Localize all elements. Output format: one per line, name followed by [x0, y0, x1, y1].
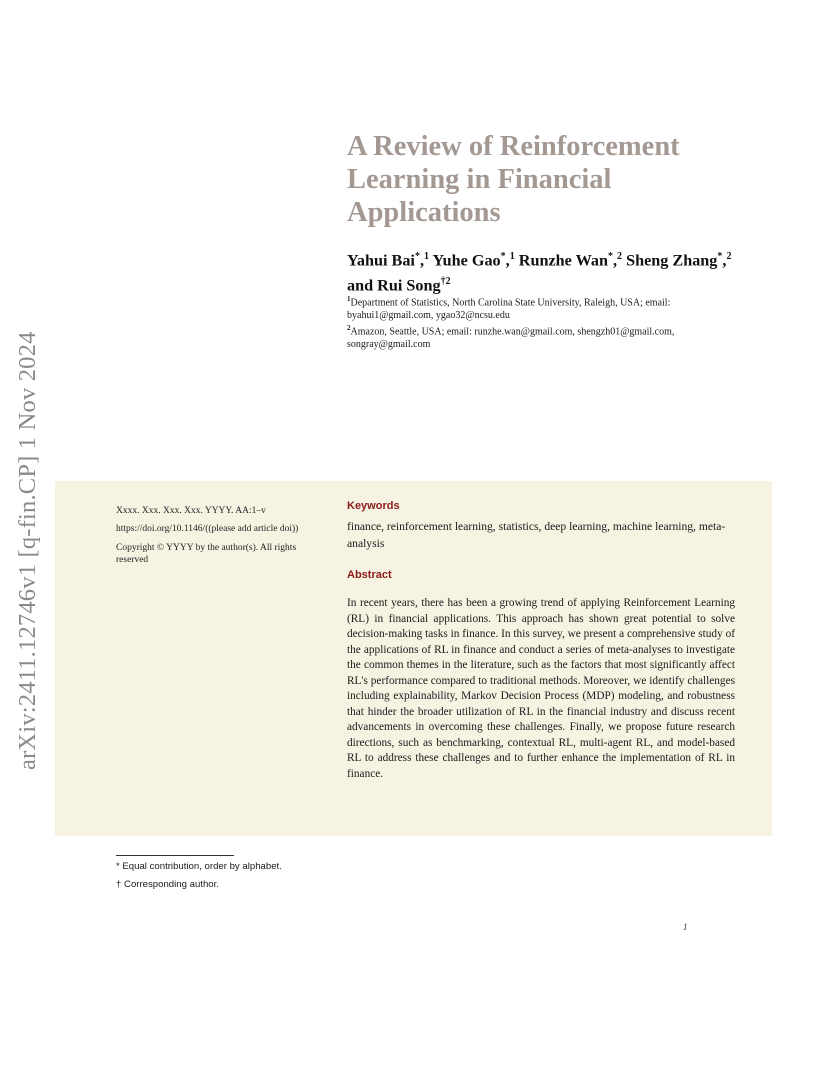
footnote-text: Equal contribution, order by alphabet.: [122, 861, 282, 872]
affiliation-number: 2: [347, 324, 351, 333]
author-affil: 1: [509, 251, 515, 262]
affiliation-item: [347, 322, 737, 351]
author-mark: *: [414, 251, 420, 262]
author-mark: *: [717, 251, 723, 262]
affiliation-number: 1: [347, 295, 351, 303]
footnote-divider: [116, 855, 234, 856]
footnote-mark: †: [116, 879, 122, 890]
author-mark: †: [440, 276, 446, 288]
author-name: Runzhe Wan: [518, 251, 608, 270]
author-name: Yuhe Gao: [432, 251, 501, 270]
author-affil: 2: [617, 251, 623, 262]
doi-link[interactable]: https://doi.org/10.1146/((please add article doi)): [116, 524, 299, 535]
affiliation-text: Amazon, Seattle, USA; email: runzhe.wan@gmail.com, shengzh01@gmail.com, songray@gmail.com: [347, 326, 675, 350]
footnote-corresponding: [116, 879, 219, 890]
author-affil: 2: [726, 251, 732, 262]
author-name: Sheng Zhang: [626, 251, 718, 270]
footnote-mark: *: [116, 861, 120, 872]
author-mark: *: [500, 251, 506, 262]
affiliation-item: [347, 293, 737, 322]
abstract-body: In recent years, there has been a growing trend of applying Reinforcement Learning (RL) in financial applications. This approach has shown great potential to solve decision-making tasks in finance. In this survey, we present a comprehensive study of the applications of RL in finance and conduct a series of meta-analyses to investigate the common themes in the literature, such as the factors that most significantly affect RL's performance compared to traditional methods. Moreover, we identify challenges including explainability, Markov Decision Process (MDP) modeling, and robustness that hinder the broader utilization of RL in the financial industry and discuss recent advancements in overcoming these challenges. Finally, we propose future research directions, such as benchmarking, contextual RL, multi-agent RL, and model-based RL to address these challenges and to further enhance the implementation of RL in finance.: [347, 597, 735, 780]
affiliation-text: Department of Statistics, North Carolina State University, Raleigh, USA; email: byahui1@gmail.com, ygao32@ncsu.edu: [347, 297, 671, 321]
author-name: Yahui Bai: [347, 251, 415, 270]
arxiv-identifier: arXiv:2411.12746v1 [q-fin.CP] 1 Nov 2024: [14, 331, 41, 770]
author-name: Rui Song: [377, 276, 441, 295]
footnote-text: Corresponding author.: [124, 879, 219, 890]
author-mark: *: [607, 251, 613, 262]
keywords-list: finance, reinforcement learning, statistics, deep learning, machine learning, meta-analysis: [347, 520, 726, 550]
affiliations: [347, 293, 737, 351]
journal-meta: [116, 505, 316, 572]
copyright-notice: Copyright © YYYY by the author(s). All rights reserved: [116, 542, 297, 565]
journal-citation: Xxxx. Xxx. Xxx. Xxx. YYYY. AA:1–v: [116, 506, 266, 516]
paper-title: A Review of Reinforcement Learning in Financial Applications: [347, 131, 680, 228]
page-number: 1: [683, 922, 688, 932]
keywords-heading: Keywords: [347, 500, 400, 512]
footnote-equal-contribution: [116, 861, 282, 872]
abstract-heading: Abstract: [347, 569, 392, 581]
author-affil: 1: [423, 251, 429, 262]
author-affil: 2: [445, 276, 451, 288]
author-list: Yahui Bai*,$^1$ Yuhe Gao*,$^1$ Runzhe Wan*,$^2$ Sheng Zhang*,$^2$ and Rui Song$^{\dagger 2}$: [347, 251, 732, 295]
